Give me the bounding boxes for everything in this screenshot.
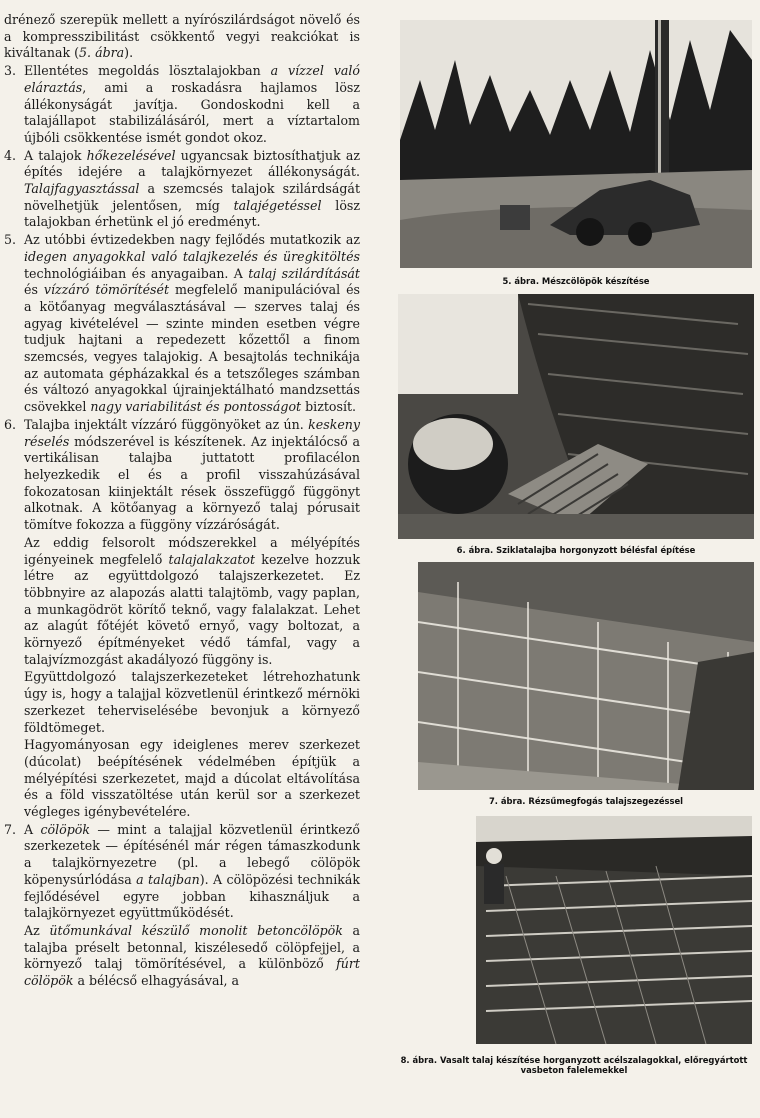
paragraph-utomunka: Az ütőmunkával készülő monolit betoncölöpök a talajba préselt betonnal, kiszélesedő cölöpfejjel, a környező talaj tömörítésével, a különböző fúrt cölöpök a bélécső elhagyásával, a xyxy=(24,922,361,989)
paragraph-hagyomanyosan: Hagyományosan egy ideiglenes merev szerkezet (dúcolat) beépítésének védelmében építjük a mélyépítési szerkezetet, majd a dúcolat eltávolítása és a föld visszatöltése után kerül sor a szerkezet végleges igénybevételére. xyxy=(24,737,360,820)
figure-8-photo xyxy=(476,816,752,1044)
figure-7-illustration xyxy=(418,562,754,790)
figure-6-illustration xyxy=(398,294,754,539)
figure-8-illustration xyxy=(476,816,752,1044)
figure-6-photo xyxy=(398,294,754,539)
list-item-4: 4. A talajok hőkezelésével ugyancsak biztosíthatjuk az építés idejére a talajkörnyezet állékonyságát. Talajfagyasztással a szemcsés talajok szilárdságát növelhetjük jelentősen, míg talajégetéssel lösz talajokban érhetünk el jó eredményt. xyxy=(4,147,360,230)
list-item-3: 3. Ellentétes megoldás lösztalajokban a vízzel való eláraztás, ami a roskadásra hajlamos lösz állékonyságát javítja. Gondoskodni kell a talajállapot stabilizálásáról, mert a víztartalom újbóli csökkentése ismét gondot okoz. xyxy=(4,63,360,145)
figure-7-caption: 7. ábra. Rézsűmegfogás talajszegezéssel xyxy=(488,796,684,806)
figure-7-photo xyxy=(418,562,754,790)
figure-5-illustration xyxy=(400,20,752,268)
paragraph-egyuttdolgozo: Együttdolgozó talajszerkezeteket létrehozhatunk úgy is, hogy a talajjal közvetlenül érintkező mérnöki szerkezet teherviselésébe bevonjuk a környező földtömeget. xyxy=(24,669,360,735)
article-text-column xyxy=(4,12,360,991)
list-item-5: 5. Az utóbbi évtizedekben nagy fejlődés mutatkozik az idegen anyagokkal való talajkezelés és üregkitöltés technológiáiban és anyagaiban. A talaj szilárdítását és vízzáró tömörítését megfelelő manipulációval és a kötőanyag megválasztásával — szerves talaj és agyag kivételével — szinte minden esetben végre tudjuk hajtani a repedezett kőzettől a finom szemcsés, vegyes talajokig. A besajtolás technikája az automata gépházakkal és a tetszőleges számban és változó anyagokkal újrainjektálható mandzsettás csövekkel nagy variabilitást és pontosságot biztosít. xyxy=(4,232,361,415)
paragraph-continuation: drénező szerepük mellett a nyírószilárdságot növelő és a kompresszibilitást csökkentő vegyi reakciókat is kiváltanak (5. ábra). xyxy=(4,12,360,61)
figure-6-caption: 6. ábra. Sziklatalajba horgonyzott bélésfal építése xyxy=(456,545,696,555)
figure-5-caption: 5. ábra. Mészcölöpök készítése xyxy=(502,276,650,286)
list-item-7: 7. A cölöpök — mint a talajjal közvetlenül érintkező szerkezetek — építésénél már régen támaszkodunk a talajkörnyezetre (pl. a lebegő cölöpök köpenysúrlódása a talajban). A cölöpözési technikák fejlődésével egyre jobban kihasználjuk a talajkörnyezet együttműködését. xyxy=(4,821,361,921)
list-item-6: 6. Talajba injektált vízzáró függönyöket az ún. keskeny réselés módszerével is készítenek. Az injektálócső a vertikálisan talajba juttatott profilacélon helyezkedik el és a profil visszahúzásával fokozatosan kiinjektált rések összefüggő függönyt alkotnak. A kötőanyag a környező talaj pórusait tömítve fokozza a függöny vízzáróságát. xyxy=(4,416,360,533)
figure-8-caption: 8. ábra. Vasalt talaj készítése horganyzott acélszalagokkal, előregyártott vasbeton falelemekkel xyxy=(400,1055,748,1075)
figure-5-photo xyxy=(400,20,752,268)
paragraph-talajalakzat: Az eddig felsorolt módszerekkel a mélyépítés igényeinek megfelelő talajalakzatot kezelve hozzuk létre az együttdolgozó talajszerkezetet. Ez többnyire az alapozás alatti talajtömb, vagy paplan, a munkagödröt körítő teknő, vagy falalakzat. Lehet az alagút főtéjét követő ernyő, vagy boltozat, a környező építményeket védő támfal, vagy a talajvízmozgást akadályozó függöny is. xyxy=(24,534,360,667)
